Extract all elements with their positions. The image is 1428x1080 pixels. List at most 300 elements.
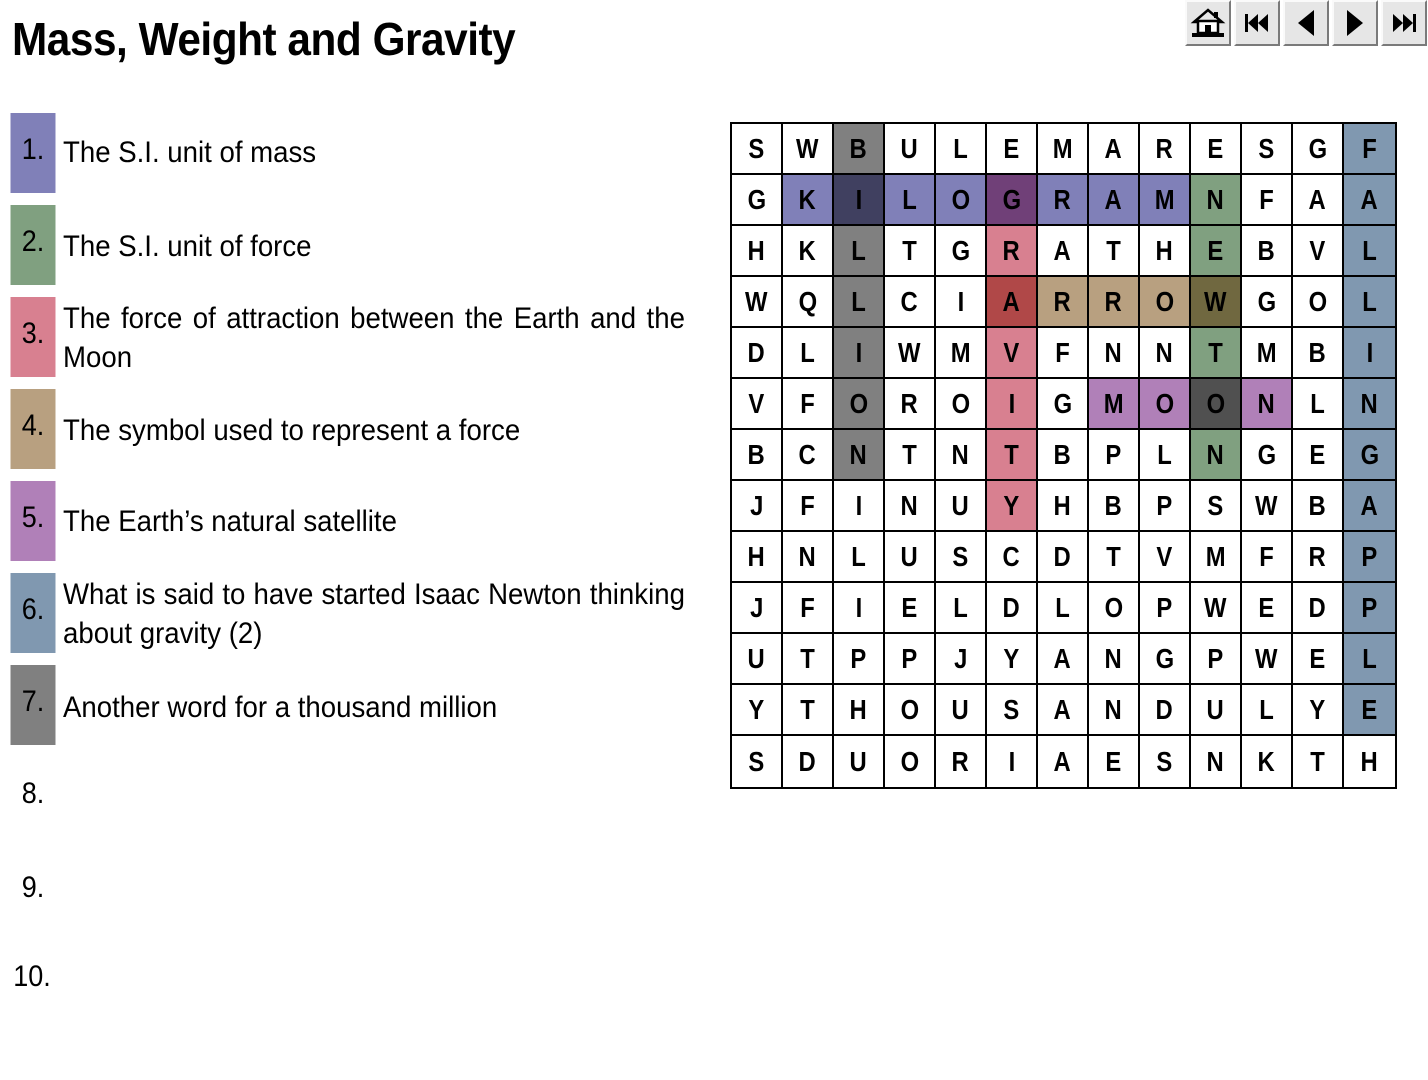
grid-letter: V (1309, 234, 1326, 266)
grid-letter: B (1308, 336, 1327, 368)
grid-cell[interactable] (936, 736, 987, 787)
grid-cell[interactable] (936, 532, 987, 583)
grid-letter: I (855, 591, 862, 623)
grid-cell[interactable] (732, 124, 783, 175)
grid-letter: P (901, 642, 918, 674)
grid-letter: U (951, 693, 970, 725)
clue-text: What is said to have started Isaac Newton thinking about gravity (2) (63, 578, 685, 650)
grid-cell[interactable] (1089, 634, 1140, 685)
grid-cell[interactable] (834, 328, 885, 379)
grid-cell[interactable] (1038, 124, 1089, 175)
previous-icon (1294, 8, 1318, 38)
grid-cell[interactable] (1191, 226, 1242, 277)
grid-cell[interactable] (1038, 226, 1089, 277)
grid-letter: Y (1309, 693, 1326, 725)
grid-cell[interactable] (834, 124, 885, 175)
grid-cell[interactable] (987, 379, 1038, 430)
grid-letter: M (1154, 183, 1175, 215)
grid-cell[interactable] (783, 379, 834, 430)
grid-cell[interactable] (1191, 277, 1242, 328)
grid-letter: G (951, 234, 970, 266)
grid-letter: U (849, 745, 868, 777)
grid-letter: F (800, 489, 815, 521)
grid-letter: U (951, 489, 970, 521)
grid-cell[interactable] (732, 583, 783, 634)
grid-cell[interactable] (783, 124, 834, 175)
grid-cell[interactable] (783, 532, 834, 583)
grid-cell[interactable] (1191, 328, 1242, 379)
grid-cell[interactable] (1242, 124, 1293, 175)
grid-cell[interactable] (987, 685, 1038, 736)
grid-letter: A (1053, 234, 1072, 266)
grid-cell[interactable] (885, 328, 936, 379)
grid-cell[interactable] (885, 430, 936, 481)
grid-cell[interactable] (732, 532, 783, 583)
grid-letter: E (1258, 591, 1275, 623)
grid-letter: A (1360, 489, 1379, 521)
grid-cell[interactable] (885, 685, 936, 736)
grid-cell[interactable] (1191, 430, 1242, 481)
grid-cell[interactable] (1038, 736, 1089, 787)
grid-cell[interactable] (732, 328, 783, 379)
grid-cell[interactable] (885, 175, 936, 226)
grid-cell[interactable] (936, 634, 987, 685)
grid-letter: H (1155, 234, 1174, 266)
grid-cell[interactable] (1089, 328, 1140, 379)
grid-letter: R (900, 387, 919, 419)
grid-cell[interactable] (936, 175, 987, 226)
grid-letter: H (747, 540, 766, 572)
grid-cell[interactable] (987, 583, 1038, 634)
grid-letter: N (900, 489, 919, 521)
grid-cell[interactable] (1089, 124, 1140, 175)
grid-cell[interactable] (1089, 175, 1140, 226)
grid-cell[interactable] (885, 226, 936, 277)
grid-cell[interactable] (1089, 481, 1140, 532)
last-slide-button[interactable] (1381, 0, 1427, 46)
page-title: Mass, Weight and Gravity (12, 13, 516, 65)
grid-letter: N (1206, 438, 1225, 470)
grid-cell[interactable] (1038, 379, 1089, 430)
grid-letter: O (951, 387, 970, 419)
grid-cell[interactable] (732, 634, 783, 685)
grid-cell[interactable] (1038, 634, 1089, 685)
grid-cell[interactable] (987, 736, 1038, 787)
grid-letter: J (749, 489, 764, 521)
grid-letter: G (1308, 132, 1327, 164)
clue-text: The S.I. unit of mass (63, 136, 317, 169)
grid-letter: R (1308, 540, 1327, 572)
grid-cell[interactable] (987, 328, 1038, 379)
grid-cell[interactable] (783, 481, 834, 532)
grid-letter: L (800, 336, 815, 368)
grid-cell[interactable] (885, 277, 936, 328)
grid-letter: T (800, 693, 815, 725)
grid-letter: B (747, 438, 766, 470)
grid-cell[interactable] (783, 736, 834, 787)
grid-letter: L (1310, 387, 1325, 419)
grid-cell[interactable] (987, 634, 1038, 685)
grid-letter: D (798, 745, 817, 777)
grid-letter: M (1256, 336, 1277, 368)
grid-cell[interactable] (1242, 328, 1293, 379)
grid-letter: H (1053, 489, 1072, 521)
grid-letter: L (953, 591, 968, 623)
next-slide-button[interactable] (1332, 0, 1378, 46)
grid-cell[interactable] (936, 685, 987, 736)
grid-letter: I (1008, 387, 1015, 419)
grid-cell[interactable] (987, 532, 1038, 583)
grid-cell[interactable] (1344, 532, 1395, 583)
grid-cell[interactable] (834, 379, 885, 430)
grid-cell[interactable] (1242, 430, 1293, 481)
grid-cell[interactable] (1038, 481, 1089, 532)
grid-cell[interactable] (1242, 634, 1293, 685)
grid-cell[interactable] (783, 175, 834, 226)
grid-letter: S (1156, 745, 1173, 777)
grid-cell[interactable] (1242, 685, 1293, 736)
grid-cell[interactable] (1344, 481, 1395, 532)
grid-cell[interactable] (1038, 328, 1089, 379)
grid-letter: O (951, 183, 970, 215)
grid-letter: L (953, 132, 968, 164)
home-icon (1190, 6, 1226, 40)
grid-letter: E (901, 591, 918, 623)
grid-cell[interactable] (1242, 532, 1293, 583)
grid-cell[interactable] (1140, 175, 1191, 226)
clue-number: 9. (21, 871, 45, 904)
grid-cell[interactable] (834, 685, 885, 736)
grid-cell[interactable] (1038, 430, 1089, 481)
grid-cell[interactable] (936, 481, 987, 532)
grid-cell[interactable] (1089, 430, 1140, 481)
grid-letter: Q (798, 285, 817, 317)
grid-letter: Y (1003, 642, 1020, 674)
grid-letter: M (1205, 540, 1226, 572)
grid-cell[interactable] (987, 124, 1038, 175)
clue-number: 10. (13, 960, 51, 993)
grid-cell[interactable] (1344, 430, 1395, 481)
grid-cell[interactable] (936, 430, 987, 481)
grid-cell[interactable] (1293, 583, 1344, 634)
grid-cell[interactable] (1038, 277, 1089, 328)
grid-letter: O (900, 693, 919, 725)
grid-letter: I (855, 489, 862, 521)
grid-cell[interactable] (885, 124, 936, 175)
grid-letter: N (1206, 745, 1225, 777)
grid-cell[interactable] (834, 430, 885, 481)
grid-cell[interactable] (1293, 634, 1344, 685)
grid-letter: O (1104, 591, 1123, 623)
grid-letter: L (1362, 234, 1377, 266)
grid-letter: F (1362, 132, 1377, 164)
grid-cell[interactable] (1140, 532, 1191, 583)
grid-letter: U (900, 132, 919, 164)
grid-cell[interactable] (1191, 736, 1242, 787)
grid-cell[interactable] (1242, 175, 1293, 226)
grid-letter: N (1360, 387, 1379, 419)
grid-cell[interactable] (1089, 583, 1140, 634)
grid-letter: L (1157, 438, 1172, 470)
grid-cell[interactable] (732, 379, 783, 430)
grid-cell[interactable] (732, 736, 783, 787)
grid-cell[interactable] (1293, 685, 1344, 736)
grid-letter: T (902, 438, 917, 470)
grid-cell[interactable] (885, 379, 936, 430)
grid-cell[interactable] (834, 481, 885, 532)
grid-cell[interactable] (1191, 634, 1242, 685)
grid-cell[interactable] (732, 175, 783, 226)
grid-cell[interactable] (1140, 277, 1191, 328)
grid-cell[interactable] (1038, 583, 1089, 634)
grid-cell[interactable] (1344, 328, 1395, 379)
grid-cell[interactable] (885, 736, 936, 787)
clue-number: 4. (11, 389, 56, 469)
grid-letter: P (1361, 591, 1378, 623)
grid-cell[interactable] (783, 226, 834, 277)
grid-cell[interactable] (783, 685, 834, 736)
clue-number: 8. (21, 777, 45, 810)
grid-cell[interactable] (936, 379, 987, 430)
grid-letter: O (1206, 387, 1225, 419)
grid-cell[interactable] (1344, 634, 1395, 685)
grid-letter: T (1106, 234, 1121, 266)
grid-cell[interactable] (1242, 481, 1293, 532)
grid-cell[interactable] (732, 481, 783, 532)
grid-cell[interactable] (1140, 430, 1191, 481)
grid-cell[interactable] (1140, 634, 1191, 685)
grid-cell[interactable] (834, 583, 885, 634)
grid-cell[interactable] (783, 634, 834, 685)
grid-letter: F (800, 591, 815, 623)
grid-cell[interactable] (1191, 481, 1242, 532)
grid-cell[interactable] (1140, 226, 1191, 277)
grid-cell[interactable] (834, 226, 885, 277)
grid-letter: E (1207, 132, 1224, 164)
grid-letter: W (1204, 591, 1227, 623)
grid-cell[interactable] (1140, 481, 1191, 532)
grid-letter: M (1103, 387, 1124, 419)
grid-cell[interactable] (885, 532, 936, 583)
grid-letter: L (1259, 693, 1274, 725)
first-icon (1242, 11, 1272, 35)
grid-letter: N (1155, 336, 1174, 368)
grid-letter: T (902, 234, 917, 266)
grid-cell[interactable] (732, 277, 783, 328)
grid-cell[interactable] (1038, 685, 1089, 736)
grid-cell[interactable] (1344, 583, 1395, 634)
grid-cell[interactable] (1140, 328, 1191, 379)
grid-cell[interactable] (1140, 583, 1191, 634)
grid-cell[interactable] (936, 124, 987, 175)
grid-cell[interactable] (834, 277, 885, 328)
grid-cell[interactable] (1293, 481, 1344, 532)
grid-letter: L (1362, 285, 1377, 317)
grid-letter: L (851, 285, 866, 317)
grid-cell[interactable] (1344, 277, 1395, 328)
grid-cell[interactable] (1140, 124, 1191, 175)
grid-cell[interactable] (1344, 124, 1395, 175)
grid-letter: L (1055, 591, 1070, 623)
grid-letter: J (749, 591, 764, 623)
grid-cell[interactable] (936, 328, 987, 379)
slide-navigation (1185, 0, 1428, 48)
grid-cell[interactable] (834, 736, 885, 787)
home-button[interactable] (1185, 0, 1231, 46)
grid-cell[interactable] (1242, 226, 1293, 277)
grid-cell[interactable] (1191, 583, 1242, 634)
grid-cell[interactable] (783, 277, 834, 328)
grid-cell[interactable] (834, 532, 885, 583)
grid-cell[interactable] (783, 583, 834, 634)
clue-text: The Earth’s natural satellite (63, 505, 397, 538)
grid-letter: N (1206, 183, 1225, 215)
grid-cell[interactable] (987, 175, 1038, 226)
grid-cell[interactable] (987, 277, 1038, 328)
grid-letter: C (798, 438, 817, 470)
grid-letter: H (849, 693, 868, 725)
grid-letter: O (849, 387, 868, 419)
grid-letter: G (1360, 438, 1379, 470)
grid-cell[interactable] (1344, 736, 1395, 787)
grid-cell[interactable] (1293, 226, 1344, 277)
grid-cell[interactable] (1293, 328, 1344, 379)
grid-cell[interactable] (987, 430, 1038, 481)
previous-slide-button[interactable] (1283, 0, 1329, 46)
grid-cell[interactable] (1140, 736, 1191, 787)
grid-letter: R (1053, 285, 1072, 317)
grid-letter: G (1155, 642, 1174, 674)
grid-letter: R (951, 745, 970, 777)
grid-cell[interactable] (783, 430, 834, 481)
grid-cell[interactable] (834, 175, 885, 226)
grid-cell[interactable] (732, 226, 783, 277)
grid-letter: A (1002, 285, 1021, 317)
grid-letter: N (1104, 693, 1123, 725)
grid-cell[interactable] (1089, 226, 1140, 277)
grid-letter: O (1155, 285, 1174, 317)
grid-letter: W (898, 336, 921, 368)
grid-cell[interactable] (885, 481, 936, 532)
grid-cell[interactable] (1293, 175, 1344, 226)
grid-cell[interactable] (1191, 379, 1242, 430)
grid-cell[interactable] (1293, 124, 1344, 175)
grid-cell[interactable] (1293, 277, 1344, 328)
grid-cell[interactable] (987, 226, 1038, 277)
grid-cell[interactable] (1293, 736, 1344, 787)
grid-cell[interactable] (1038, 532, 1089, 583)
grid-cell[interactable] (1293, 532, 1344, 583)
grid-cell[interactable] (1242, 583, 1293, 634)
grid-letter: H (747, 234, 766, 266)
grid-cell[interactable] (1089, 379, 1140, 430)
grid-cell[interactable] (936, 277, 987, 328)
grid-cell[interactable] (885, 583, 936, 634)
grid-cell[interactable] (1344, 379, 1395, 430)
grid-letter: G (1002, 183, 1021, 215)
grid-cell[interactable] (936, 583, 987, 634)
grid-letter: B (1104, 489, 1123, 521)
grid-cell[interactable] (1089, 532, 1140, 583)
grid-letter: N (951, 438, 970, 470)
grid-cell[interactable] (834, 634, 885, 685)
grid-letter: L (851, 234, 866, 266)
grid-letter: T (1106, 540, 1121, 572)
grid-letter: U (900, 540, 919, 572)
grid-letter: K (1257, 745, 1276, 777)
grid-letter: E (1207, 234, 1224, 266)
grid-cell[interactable] (1242, 379, 1293, 430)
grid-letter: P (1207, 642, 1224, 674)
clue-number: 2. (11, 205, 56, 285)
grid-letter: L (1362, 642, 1377, 674)
grid-cell[interactable] (1293, 430, 1344, 481)
grid-cell[interactable] (1191, 685, 1242, 736)
grid-cell[interactable] (1242, 277, 1293, 328)
grid-cell[interactable] (1293, 379, 1344, 430)
grid-cell[interactable] (1191, 124, 1242, 175)
grid-cell[interactable] (936, 226, 987, 277)
grid-letter: B (849, 132, 868, 164)
grid-cell[interactable] (1191, 175, 1242, 226)
grid-cell[interactable] (732, 685, 783, 736)
grid-letter: N (849, 438, 868, 470)
grid-cell[interactable] (1191, 532, 1242, 583)
grid-cell[interactable] (1344, 175, 1395, 226)
grid-cell[interactable] (1038, 175, 1089, 226)
grid-letter: E (1309, 642, 1326, 674)
grid-cell[interactable] (783, 328, 834, 379)
grid-cell[interactable] (987, 481, 1038, 532)
grid-cell[interactable] (1089, 685, 1140, 736)
grid-letter: R (1104, 285, 1123, 317)
grid-letter: E (1309, 438, 1326, 470)
grid-letter: I (957, 285, 964, 317)
grid-letter: Y (1003, 489, 1020, 521)
grid-cell[interactable] (885, 634, 936, 685)
grid-letter: G (1257, 285, 1276, 317)
grid-letter: V (1003, 336, 1020, 368)
first-slide-button[interactable] (1234, 0, 1280, 46)
grid-letter: D (1053, 540, 1072, 572)
grid-cell[interactable] (1140, 685, 1191, 736)
grid-letter: W (796, 132, 819, 164)
clue-number: 3. (11, 297, 56, 377)
last-icon (1389, 11, 1419, 35)
grid-cell[interactable] (1089, 736, 1140, 787)
grid-letter: W (1204, 285, 1227, 317)
grid-cell[interactable] (1140, 379, 1191, 430)
grid-letter: H (1360, 745, 1379, 777)
grid-letter: E (1361, 693, 1378, 725)
grid-letter: P (1156, 489, 1173, 521)
grid-letter: R (1155, 132, 1174, 164)
grid-letter: D (1308, 591, 1327, 623)
grid-letter: N (1104, 642, 1123, 674)
grid-cell[interactable] (732, 430, 783, 481)
grid-cell[interactable] (1242, 736, 1293, 787)
clue-number: 6. (11, 573, 56, 653)
clue-text: Another word for a thousand million (63, 691, 498, 724)
grid-letter: K (798, 234, 817, 266)
grid-cell[interactable] (1344, 226, 1395, 277)
grid-letter: A (1053, 693, 1072, 725)
grid-letter: K (798, 183, 817, 215)
grid-cell[interactable] (1089, 277, 1140, 328)
grid-cell[interactable] (1344, 685, 1395, 736)
grid-letter: V (1156, 540, 1173, 572)
grid-letter: N (798, 540, 817, 572)
